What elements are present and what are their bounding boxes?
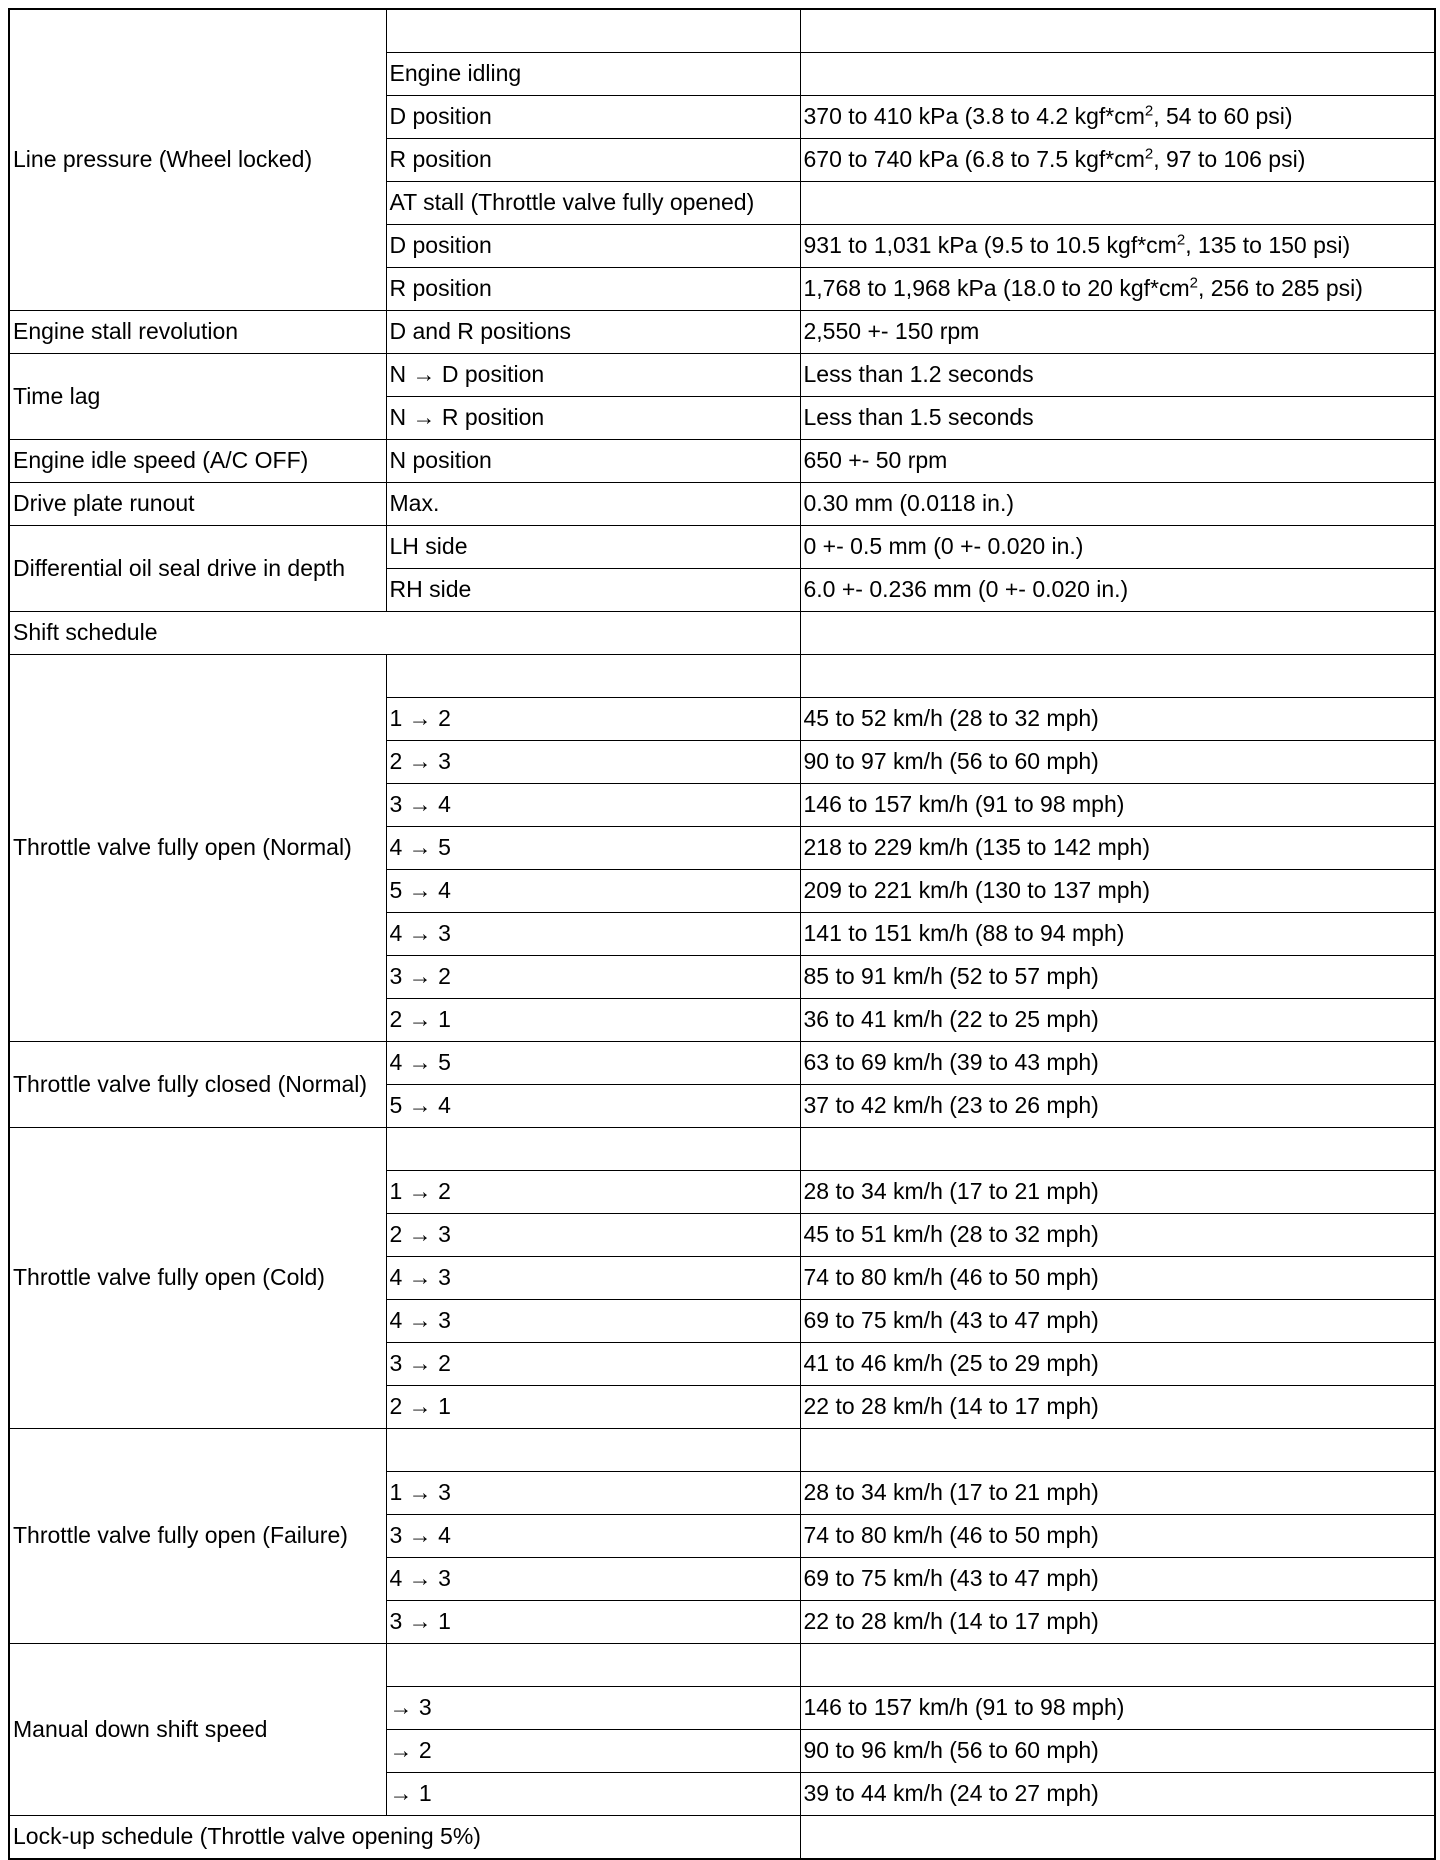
value-cell: 41 to 46 km/h (25 to 29 mph) (800, 1343, 1435, 1386)
value-cell: 0.30 mm (0.0118 in.) (800, 483, 1435, 526)
item-manual-down: Manual down shift speed (9, 1644, 386, 1816)
empty-cell (800, 53, 1435, 96)
value-cell: 146 to 157 km/h (91 to 98 mph) (800, 784, 1435, 827)
value-cell: 146 to 157 km/h (91 to 98 mph) (800, 1687, 1435, 1730)
condition-cell: 4 → 3 (386, 913, 800, 956)
condition-cell: R position (386, 139, 800, 182)
condition-cell: 3 → 4 (386, 1515, 800, 1558)
table-row (9, 1429, 1435, 1472)
condition-cell: Max. (386, 483, 800, 526)
condition-cell: 4 → 3 (386, 1257, 800, 1300)
item-tvo-normal: Throttle valve fully open (Normal) (9, 655, 386, 1042)
condition-cell: D position (386, 225, 800, 268)
table-row (9, 655, 1435, 698)
table-row (9, 9, 1435, 53)
empty-cell (386, 1644, 800, 1687)
condition-cell: 2 → 1 (386, 1386, 800, 1429)
condition-cell: D position (386, 96, 800, 139)
item-engine-stall: Engine stall revolution (9, 311, 386, 354)
item-oil-seal: Differential oil seal drive in depth (9, 526, 386, 612)
value-cell: 74 to 80 km/h (46 to 50 mph) (800, 1257, 1435, 1300)
value-cell: 1,768 to 1,968 kPa (18.0 to 20 $kgf*cm^2$, 256 to 285 psi) (800, 268, 1435, 311)
spec-table (8, 8, 1436, 1860)
value-cell: 69 to 75 km/h (43 to 47 mph) (800, 1300, 1435, 1343)
condition-cell: 4 → 3 (386, 1558, 800, 1601)
table-row (9, 354, 1435, 397)
condition-cell: R position (386, 268, 800, 311)
empty-cell (800, 612, 1435, 655)
value-cell: 37 to 42 km/h (23 to 26 mph) (800, 1085, 1435, 1128)
condition-cell: → 3 (386, 1687, 800, 1730)
condition-cell: N → D position (386, 354, 800, 397)
value-cell: 28 to 34 km/h (17 to 21 mph) (800, 1472, 1435, 1515)
value-cell: 28 to 34 km/h (17 to 21 mph) (800, 1171, 1435, 1214)
subheader-at-stall: AT stall (Throttle valve fully opened) (386, 182, 800, 225)
condition-cell: 3 → 2 (386, 956, 800, 999)
empty-cell (386, 1429, 800, 1472)
condition-cell: 3 → 1 (386, 1601, 800, 1644)
condition-cell: LH side (386, 526, 800, 569)
empty-cell (800, 655, 1435, 698)
condition-cell: N → R position (386, 397, 800, 440)
table-row (9, 1042, 1435, 1085)
condition-cell: 1 → 3 (386, 1472, 800, 1515)
empty-cell (800, 1644, 1435, 1687)
condition-cell: 1 → 2 (386, 698, 800, 741)
condition-cell: 2 → 3 (386, 1214, 800, 1257)
table-row (9, 311, 1435, 354)
value-cell: 6.0 +- 0.236 mm (0 +- 0.020 in.) (800, 569, 1435, 612)
value-cell: 670 to 740 kPa (6.8 to 7.5 $kgf*cm^2$, 97 to 106 psi) (800, 139, 1435, 182)
section-lockup-schedule: Lock-up schedule (Throttle valve opening 5%) (9, 1816, 800, 1860)
section-shift-schedule: Shift schedule (9, 612, 800, 655)
value-cell: 69 to 75 km/h (43 to 47 mph) (800, 1558, 1435, 1601)
condition-cell: 2 → 1 (386, 999, 800, 1042)
table-row (9, 1644, 1435, 1687)
condition-cell: 5 → 4 (386, 870, 800, 913)
value-cell: 45 to 52 km/h (28 to 32 mph) (800, 698, 1435, 741)
item-tvc-normal: Throttle valve fully closed (Normal) (9, 1042, 386, 1128)
value-cell: 45 to 51 km/h (28 to 32 mph) (800, 1214, 1435, 1257)
condition-cell: 4 → 5 (386, 1042, 800, 1085)
value-cell: 63 to 69 km/h (39 to 43 mph) (800, 1042, 1435, 1085)
condition-cell: 5 → 4 (386, 1085, 800, 1128)
value-cell: 85 to 91 km/h (52 to 57 mph) (800, 956, 1435, 999)
table-row (9, 1128, 1435, 1171)
empty-cell (800, 1429, 1435, 1472)
value-cell: 650 +- 50 rpm (800, 440, 1435, 483)
item-time-lag: Time lag (9, 354, 386, 440)
value-cell: 931 to 1,031 kPa (9.5 to 10.5 $kgf*cm^2$, 135 to 150 psi) (800, 225, 1435, 268)
empty-cell (386, 655, 800, 698)
item-line-pressure: Line pressure (Wheel locked) (9, 9, 386, 311)
empty-cell (386, 9, 800, 53)
condition-cell: 4 → 5 (386, 827, 800, 870)
value-cell: Less than 1.5 seconds (800, 397, 1435, 440)
value-cell: 22 to 28 km/h (14 to 17 mph) (800, 1386, 1435, 1429)
value-cell: 141 to 151 km/h (88 to 94 mph) (800, 913, 1435, 956)
table-row (9, 483, 1435, 526)
item-tvo-failure: Throttle valve fully open (Failure) (9, 1429, 386, 1644)
table-row (9, 526, 1435, 569)
condition-cell: 3 → 2 (386, 1343, 800, 1386)
value-cell: 90 to 97 km/h (56 to 60 mph) (800, 741, 1435, 784)
value-cell: 2,550 +- 150 rpm (800, 311, 1435, 354)
condition-cell: → 1 (386, 1773, 800, 1816)
item-tvo-cold: Throttle valve fully open (Cold) (9, 1128, 386, 1429)
value-cell: 22 to 28 km/h (14 to 17 mph) (800, 1601, 1435, 1644)
condition-cell: N position (386, 440, 800, 483)
value-cell: 370 to 410 kPa (3.8 to 4.2 $kgf*cm^2$, 54 to 60 psi) (800, 96, 1435, 139)
empty-cell (800, 9, 1435, 53)
table-row (9, 440, 1435, 483)
value-cell: Less than 1.2 seconds (800, 354, 1435, 397)
value-cell: 209 to 221 km/h (130 to 137 mph) (800, 870, 1435, 913)
empty-cell (800, 1128, 1435, 1171)
value-cell: 74 to 80 km/h (46 to 50 mph) (800, 1515, 1435, 1558)
condition-cell: 2 → 3 (386, 741, 800, 784)
item-drive-plate: Drive plate runout (9, 483, 386, 526)
value-cell: 218 to 229 km/h (135 to 142 mph) (800, 827, 1435, 870)
condition-cell: D and R positions (386, 311, 800, 354)
value-cell: 90 to 96 km/h (56 to 60 mph) (800, 1730, 1435, 1773)
condition-cell: RH side (386, 569, 800, 612)
condition-cell: → 2 (386, 1730, 800, 1773)
table-row (9, 612, 1435, 655)
value-cell: 36 to 41 km/h (22 to 25 mph) (800, 999, 1435, 1042)
subheader-engine-idling: Engine idling (386, 53, 800, 96)
empty-cell (386, 1128, 800, 1171)
empty-cell (800, 182, 1435, 225)
item-idle-speed: Engine idle speed (A/C OFF) (9, 440, 386, 483)
condition-cell: 1 → 2 (386, 1171, 800, 1214)
value-cell: 0 +- 0.5 mm (0 +- 0.020 in.) (800, 526, 1435, 569)
empty-cell (800, 1816, 1435, 1860)
condition-cell: 3 → 4 (386, 784, 800, 827)
table-row (9, 1816, 1435, 1860)
value-cell: 39 to 44 km/h (24 to 27 mph) (800, 1773, 1435, 1816)
condition-cell: 4 → 3 (386, 1300, 800, 1343)
